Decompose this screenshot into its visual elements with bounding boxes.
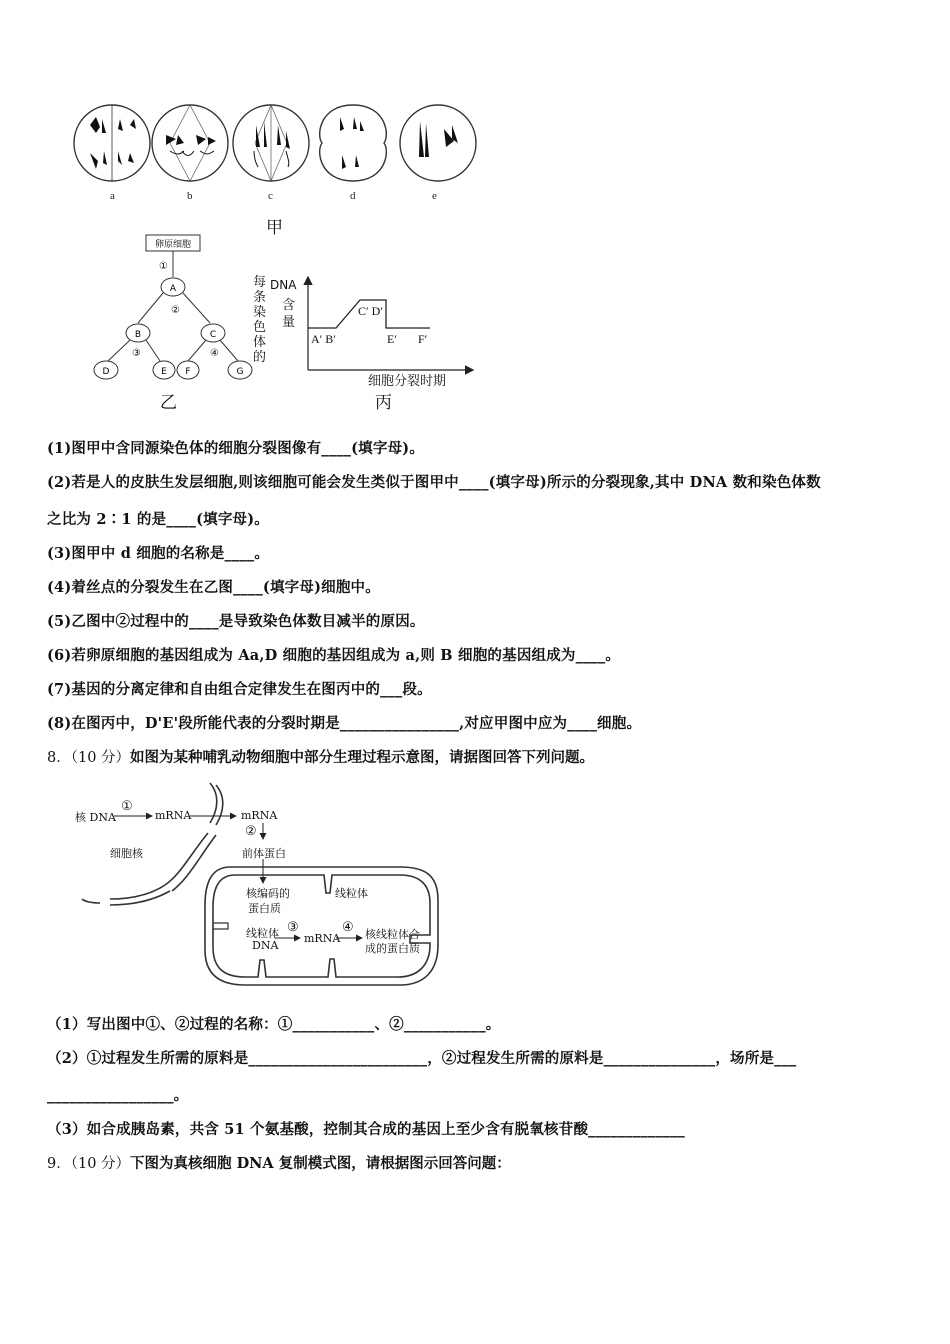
yi-step2: ②	[171, 305, 180, 316]
q9-score: （10 分）	[70, 1156, 131, 1172]
q8-label-nuclear-protein-2: 蛋白质	[248, 902, 281, 915]
yi-top-label: 卵原细胞	[154, 240, 192, 250]
q8-stem: 如图为某种哺乳动物细胞中部分生理过程示意图，请据图回答下列问题。	[130, 749, 595, 766]
q8-item-1: （1）写出图中①、②过程的名称：①___________、②___________。	[47, 1016, 501, 1033]
bing-y-label-liang: 量	[282, 315, 296, 330]
q8-label-mito-dna-1: 线粒体	[246, 927, 279, 940]
figure-yi-caption: 乙	[160, 393, 177, 413]
cell-label-e: e	[432, 190, 437, 202]
q8-label-nuclear-dna: 核 DNA	[75, 811, 116, 824]
q8-label-mrna2: mRNA	[241, 809, 278, 822]
yi-step1: ①	[159, 261, 168, 272]
yi-step4: ④	[210, 348, 219, 359]
q8-label-precursor: 前体蛋白	[242, 847, 286, 860]
q8-label-nuclear-protein-1: 核编码的	[246, 887, 290, 900]
cell-label-a: a	[110, 190, 115, 202]
q7-item-2: (2)若是人的皮肤生发层细胞,则该细胞可能会发生类似于图甲中____(填字母)所示的分裂现象,其中 DNA 数和染色体数	[47, 474, 821, 491]
cell-label-c: c	[268, 190, 273, 202]
q8-score: （10 分）	[70, 750, 131, 766]
yi-step3: ③	[132, 348, 141, 359]
bing-point-f: F′	[418, 332, 428, 346]
figure-bing-caption: 丙	[375, 393, 392, 413]
node-f: F	[185, 367, 191, 377]
q9-stem: 下图为真核细胞 DNA 复制模式图，请根据图示回答问题：	[130, 1155, 511, 1172]
q8-header	[47, 746, 594, 767]
cell-label-b: b	[187, 190, 193, 202]
q7-item-2-cont: 之比为 2∶1 的是____(填字母)。	[47, 511, 269, 528]
q9-header	[47, 1152, 511, 1173]
q8-number: 8．	[47, 750, 71, 766]
q8-label-mrna3: mRNA	[304, 932, 341, 945]
bing-y-label-han: 含	[282, 298, 296, 313]
bing-y-label-dna: DNA	[270, 278, 297, 292]
q7-item-5: (5)乙图中②过程中的____是导致染色体数目减半的原因。	[47, 613, 425, 630]
bing-point-e: E′	[387, 332, 397, 346]
q8-label-step3: ③	[287, 920, 299, 935]
q8-item-3: （3）如合成胰岛素，共含 51 个氨基酸，控制其合成的基因上至少含有脱氧核苷酸_____________	[47, 1121, 686, 1138]
node-d: D	[102, 367, 110, 377]
q8-label-nucleus: 细胞核	[110, 847, 143, 860]
q8-label-product-1: 核线粒体合	[365, 928, 420, 941]
node-a: A	[169, 284, 177, 294]
bing-point-cd: C′ D′	[358, 304, 383, 318]
q8-label-mito-dna-2: DNA	[252, 939, 279, 952]
node-g: G	[236, 367, 244, 377]
bing-y-label-vertical: 每 条 染 色 体 的	[253, 275, 267, 365]
bing-x-label: 细胞分裂时期	[368, 374, 447, 389]
figure-bing-graph	[300, 270, 480, 385]
q7-item-3: (3)图甲中 d 细胞的名称是____。	[47, 545, 270, 562]
figure-jia-caption: 甲	[266, 218, 283, 238]
figure-jia	[60, 95, 490, 210]
q8-label-step1: ①	[121, 799, 133, 814]
cell-d	[320, 105, 387, 181]
q8-item-2: （2）①过程发生所需的原料是________________________，②过程发生所需的原料是_______________，场所是___	[47, 1050, 797, 1067]
figure-yi	[88, 233, 263, 388]
q7-item-6: (6)若卵原细胞的基因组成为 Aa,D 细胞的基因组成为 a,则 B 细胞的基因组成为____。	[47, 647, 621, 664]
q7-item-7: (7)基因的分离定律和自由组合定律发生在图丙中的___段。	[47, 681, 432, 698]
node-b: B	[134, 330, 142, 340]
node-c: C	[209, 330, 217, 340]
cell-label-d: d	[350, 190, 356, 202]
q7-item-8: (8)在图丙中，D'E'段所能代表的分裂时期是________________,对应甲图中应为____细胞。	[47, 715, 642, 732]
q8-label-mrna1: mRNA	[155, 809, 192, 822]
q7-item-4: (4)着丝点的分裂发生在乙图____(填字母)细胞中。	[47, 579, 380, 596]
cell-b	[152, 105, 228, 181]
q7-item-1: (1)图甲中含同源染色体的细胞分裂图像有____(填字母)。	[47, 440, 425, 457]
q8-label-product-2: 成的蛋白质	[365, 942, 420, 955]
bing-point-ab: A′ B′	[311, 332, 336, 346]
q9-number: 9．	[47, 1156, 71, 1172]
q8-item-2-cont: _________________。	[47, 1087, 189, 1104]
cell-e	[400, 105, 476, 181]
node-e: E	[161, 367, 167, 377]
q8-label-step4: ④	[342, 920, 354, 935]
q8-label-step2: ②	[245, 824, 257, 839]
q8-label-mito: 线粒体	[335, 887, 368, 900]
